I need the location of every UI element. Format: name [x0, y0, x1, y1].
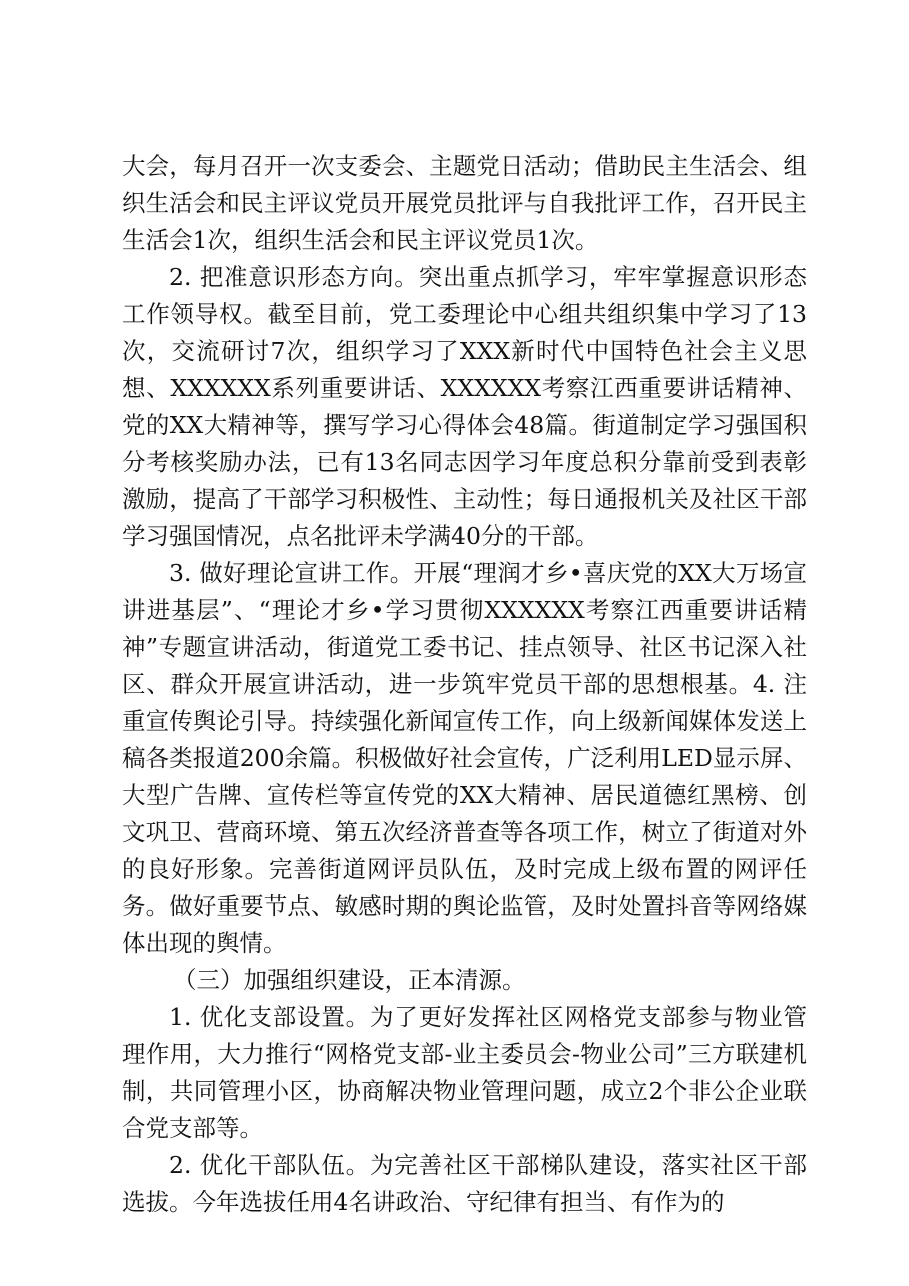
section-heading-organization: （三）加强组织建设，正本清源。: [173, 966, 526, 994]
paragraph-continued-meetings: 大会，每月召开一次支委会、主题党日活动；借助民主生活会、组织生活会和民主评议党员开展党员批评与自我批评工作，召开民主生活会1次，组织生活会和民主评议党员1次。: [122, 152, 807, 254]
document-body: [122, 148, 807, 1221]
paragraph-theory-lectures: 3. 做好理论宣讲工作。开展“理润才乡•喜庆党的XX大万场宣讲进基层”、“理论才乡•学习贯彻XXXXXX考察江西重要讲话精神”专题宣讲活动，街道党工委书记、挂点领导、社区书记深入社区、群众开展宣讲活动，进一步筑牢党员干部的思想根基。4. 注重宣传舆论引导。持续强化新闻宣传工作，向上级新闻媒体发送上稿各类报道200余篇。积极做好社会宣传，广泛利用LED显示屏、大型广告牌、宣传栏等宣传党的XX大精神、居民道德红黑榜、创文巩卫、营商环境、第五次经济普查等各项工作，树立了街道对外的良好形象。完善街道网评员队伍，及时完成上级布置的网评任务。做好重要节点、敏感时期的舆论监管，及时处置抖音等网络媒体出现的舆情。: [122, 559, 807, 957]
paragraph-branch-setup: 1. 优化支部设置。为了更好发挥社区网格党支部参与物业管理作用，大力推行“网格党支部-业主委员会-物业公司”三方联建机制，共同管理小区，协商解决物业管理问题，成立2个非公企业联合党支部等。: [122, 1003, 807, 1142]
paragraph-ideology-direction: 2. 把准意识形态方向。突出重点抓学习，牢牢掌握意识形态工作领导权。截至目前，党工委理论中心组共组织集中学习了13次，交流研讨7次，组织学习了XXX新时代中国特色社会主义思想、XXXXXX系列重要讲话、XXXXXX考察江西重要讲话精神、党的XX大精神等，撰写学习心得体会48篇。街道制定学习强国积分考核奖励办法，已有13名同志因学习年度总积分靠前受到表彰激励，提高了干部学习积极性、主动性；每日通报机关及社区干部学习强国情况，点名批评未学满40分的干部。: [122, 263, 807, 550]
paragraph-cadre-team: 2. 优化干部队伍。为完善社区干部梯队建设，落实社区干部选拔。今年选拔任用4名讲政治、守纪律有担当、有作为的: [122, 1151, 807, 1216]
